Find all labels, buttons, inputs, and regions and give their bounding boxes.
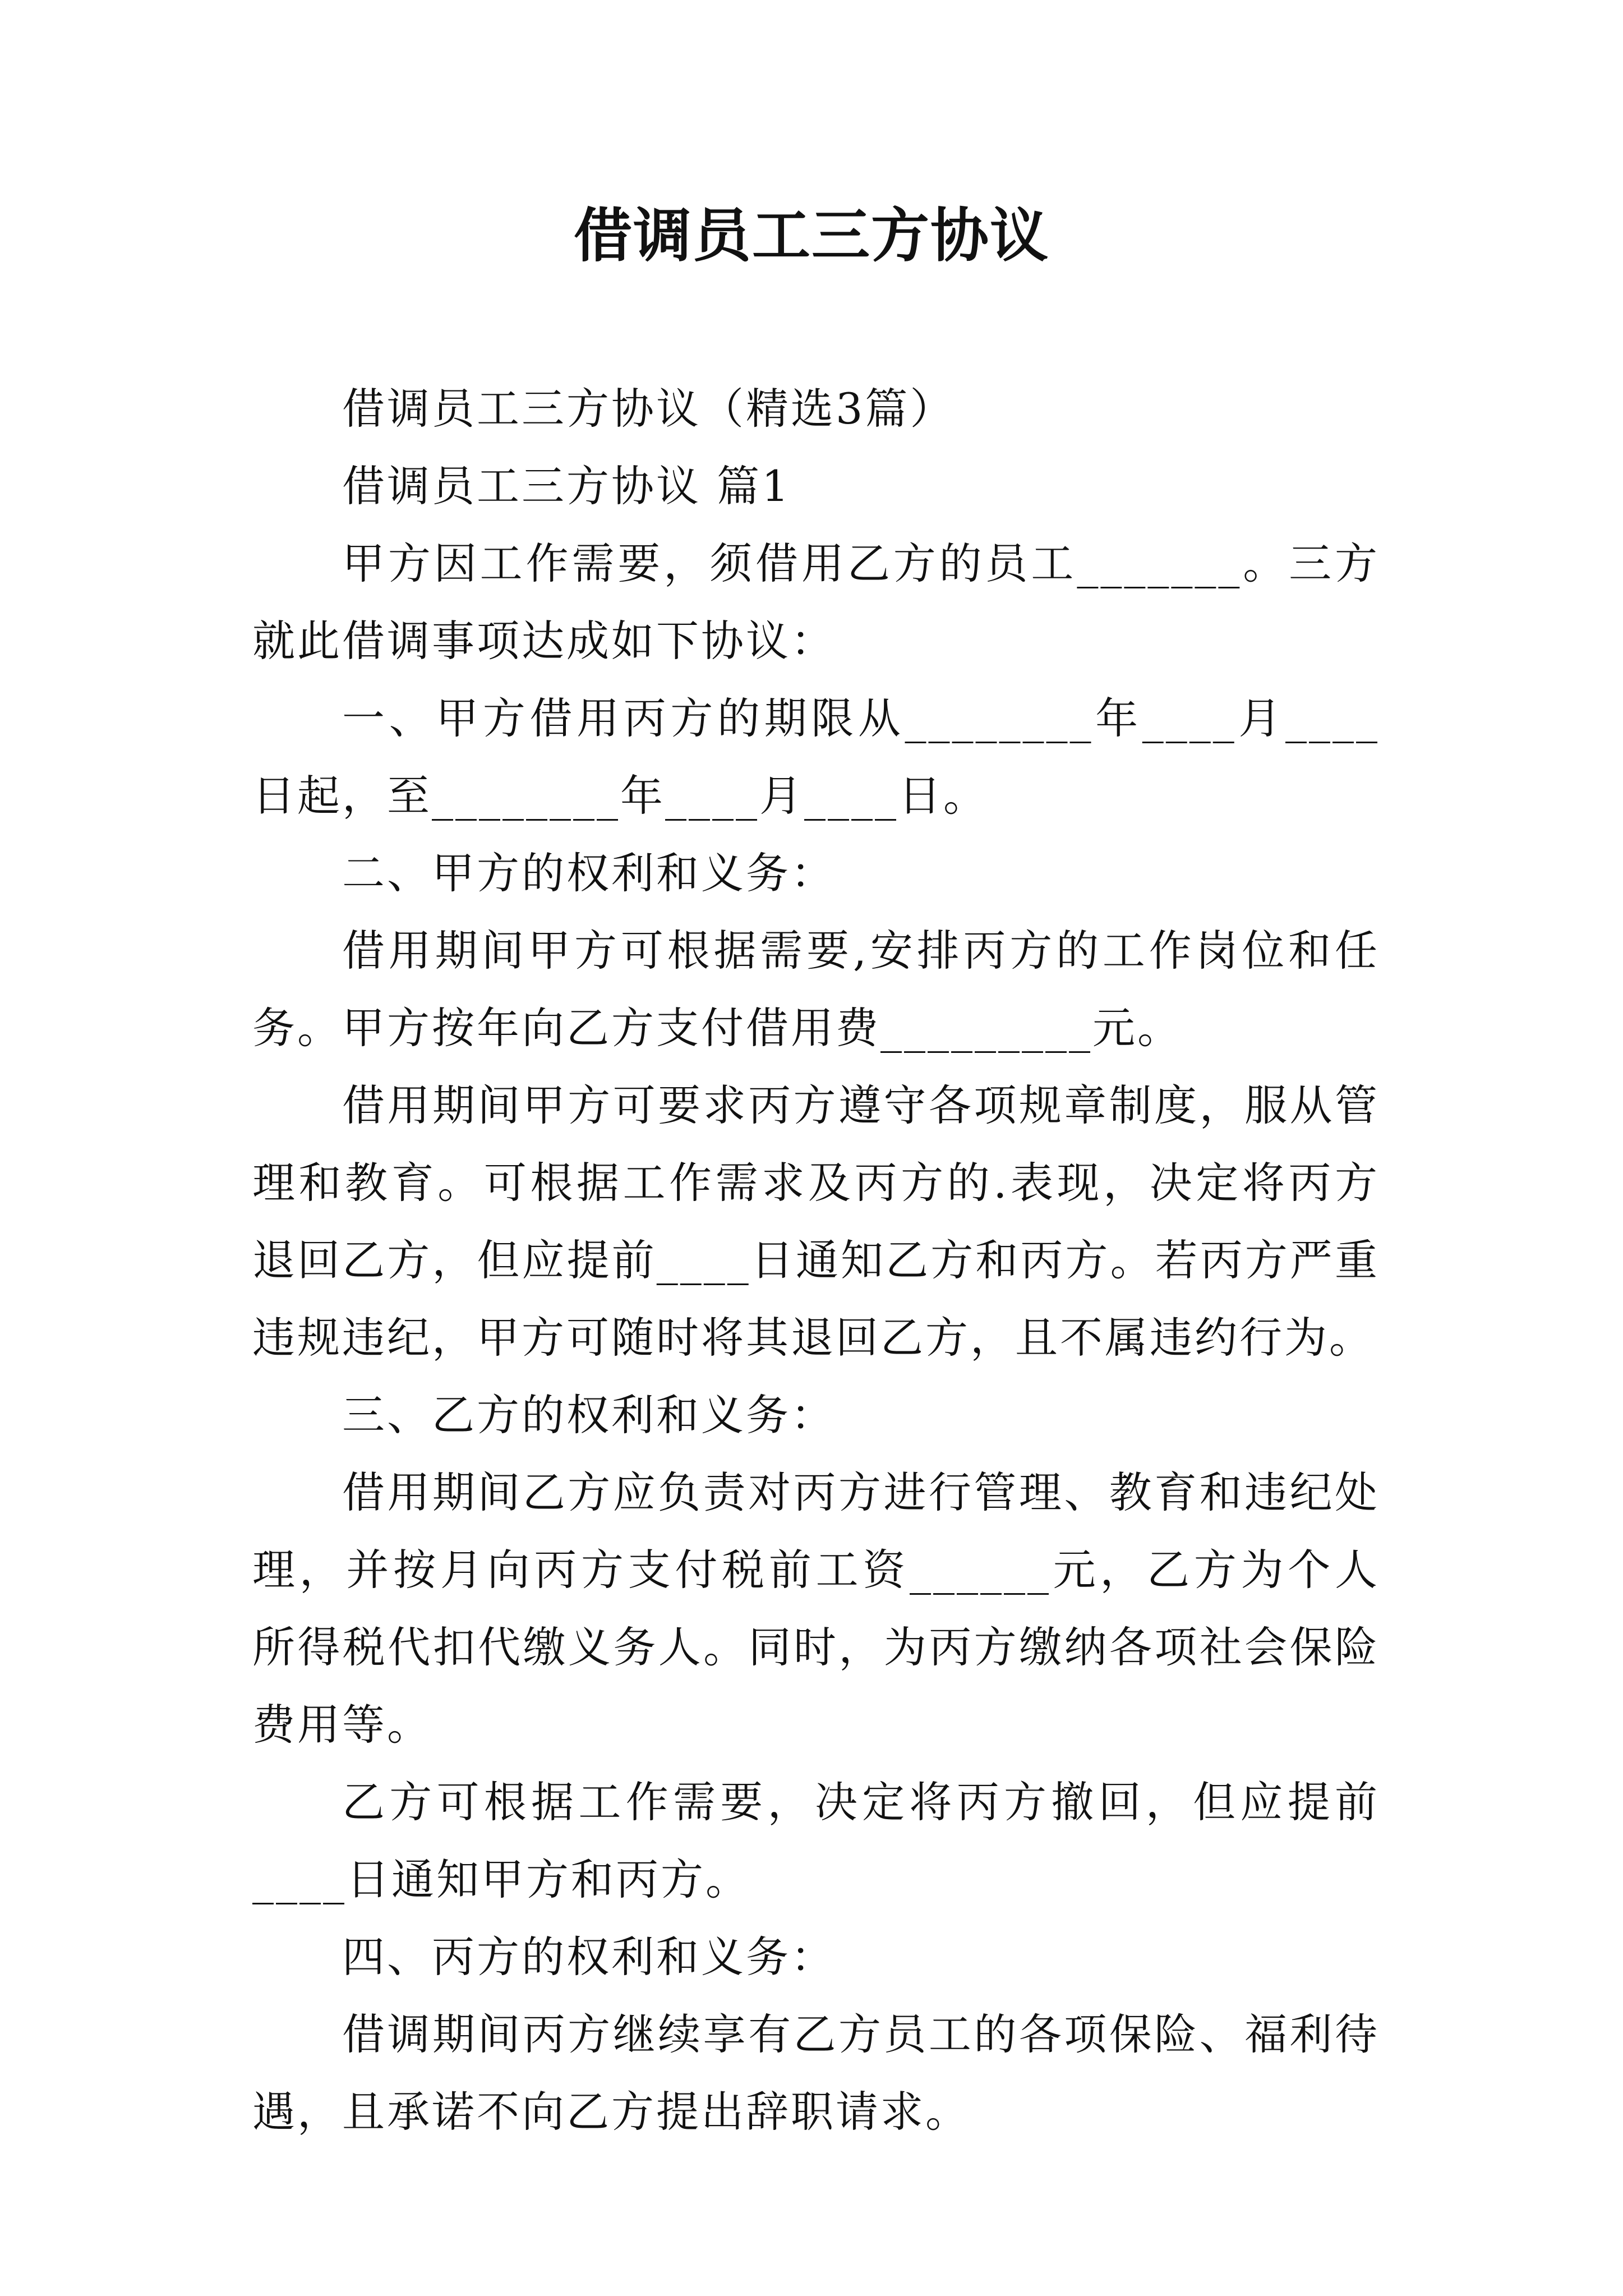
paragraph: 三、乙方的权利和义务： bbox=[342, 1390, 836, 1440]
document-body bbox=[252, 370, 1380, 2151]
paragraph: 一、甲方借用丙方的期限从________年____月____日起，至________年____月____日。 bbox=[252, 693, 1380, 821]
paragraph: 二、甲方的权利和义务： bbox=[342, 848, 836, 898]
paragraph: 借用期间甲方可根据需要,安排丙方的工作岗位和任务。甲方按年向乙方支付借用费_________元。 bbox=[252, 926, 1380, 1053]
document-title: 借调员工三方协议 bbox=[573, 201, 1049, 270]
paragraph: 借用期间乙方应负责对丙方进行管理、教育和违纪处理，并按月向丙方支付税前工资______元，乙方为个人所得税代扣代缴义务人。同时，为丙方缴纳各项社会保险费用等。 bbox=[252, 1467, 1380, 1750]
paragraph: 四、丙方的权利和义务： bbox=[342, 1932, 836, 1982]
paragraph: 甲方因工作需要，须借用乙方的员工_______。三方就此借调事项达成如下协议： bbox=[252, 539, 1380, 666]
paragraph: 借调员工三方协议 篇1 bbox=[342, 461, 791, 511]
paragraph: 借调员工三方协议（精选3篇） bbox=[342, 384, 955, 434]
paragraph: 借用期间甲方可要求丙方遵守各项规章制度，服从管理和教育。可根据工作需求及丙方的.表现，决定将丙方退回乙方，但应提前____日通知乙方和丙方。若丙方严重违规违纪，甲方可随时将其退回乙方，且不属违约行为。 bbox=[252, 1080, 1380, 1363]
paragraph: 乙方可根据工作需要，决定将丙方撤回，但应提前____日通知甲方和丙方。 bbox=[252, 1777, 1380, 1904]
paragraph: 借调期间丙方继续享有乙方员工的各项保险、福利待遇，且承诺不向乙方提出辞职请求。 bbox=[252, 2009, 1380, 2137]
